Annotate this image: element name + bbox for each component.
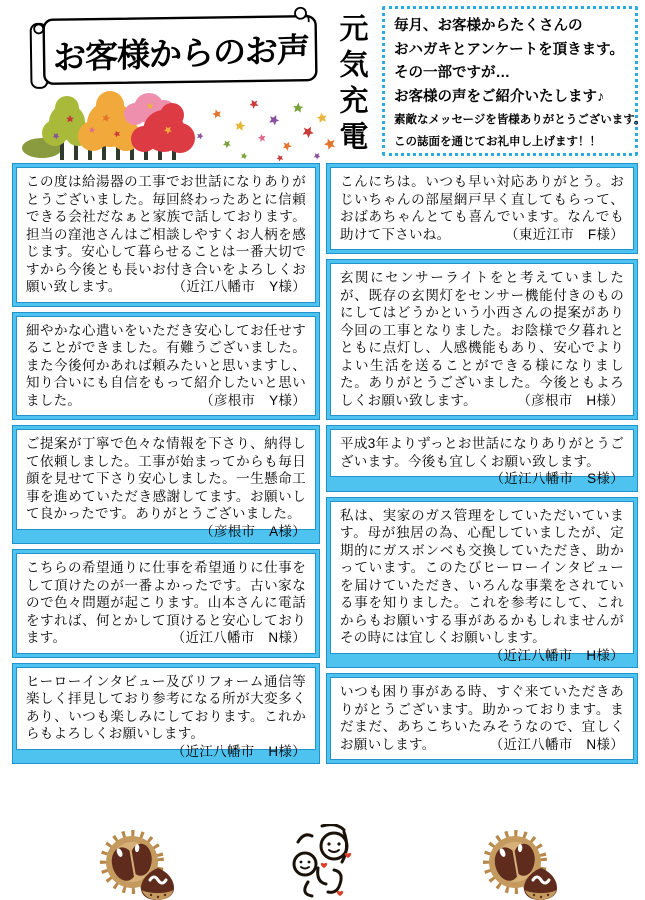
testimonial-attribution: （近江八幡市 N様） — [489, 736, 624, 752]
testimonial-text: 玄関にセンサーライトをと考えていましたが、既存の玄関灯をセンサー機能付きのものにしてはどうかという小西さんの提案があり今回の工事となりました。お陰様で夕暮れとともに点灯し、人感機能もあり、安心でよりよい生活を送ることができる様になりました。ありがとうございました。今後ともよろしくお願い致します。 — [340, 270, 624, 408]
testimonial-card — [12, 549, 320, 658]
intro-line: 素敵なメッセージを皆様ありがとうございます。 — [394, 114, 645, 126]
testimonial-card — [12, 663, 320, 765]
testimonial-attribution: （近江八幡市 Y様） — [172, 279, 306, 294]
testimonial-text: 私は、実家のガス管理をしていただいています。母が独居の為、心配していましたが、定期的にガスボンベも交換していただき、助かっています。このたびヒーローインタビューを届けていただき、いろんな事業をされている事を知りました。これを参考にして、これからもお願いする事があるかもしれませんがその時には宜しくお願いします。 — [340, 507, 624, 645]
testimonial-attribution: （近江八幡市 H様） — [489, 647, 624, 663]
testimonial-text: こちらの希望通りに仕事を希望通りに仕事をして頂けたのが一番よかったです。古い家なので色々問題が起こります。山本さんに電話をすれば、何とかして頂けると安心しております。 — [26, 560, 306, 645]
testimonial-card — [12, 163, 320, 307]
testimonial-text: こんにちは。いつも早い対応ありがとう。おじいちゃんの部屋網戸早く直してもらって、おばあちゃんとても喜んでいます。なんでも助けて下さいね。 — [340, 174, 624, 242]
intro-line: 毎月、お客様からたくさんの — [394, 18, 583, 34]
title-banner — [27, 6, 324, 94]
testimonial-text: いつも困り事がある時、すぐ来ていただきありがとうございます。助かっております。まだまだ、あちこちいたみそうなので、宜しくお願いします。 — [340, 684, 624, 752]
page-title: お客様からのお声 — [53, 30, 310, 76]
testimonial-attribution: （彦根市 Y様） — [200, 392, 306, 408]
testimonial-card — [326, 163, 638, 254]
testimonial-attribution: （東近江市 F様） — [505, 226, 624, 242]
chestnut-icon — [90, 830, 190, 900]
testimonial-attribution: （近江八幡市 N様） — [171, 630, 306, 645]
intro-line: その一部ですが… — [394, 65, 510, 81]
testimonial-text: ご提案が丁寧で色々な情報を下さり、納得して依頼しました。工事が始まってからも毎日顔を見せて下さり安心しました。一生懸命工事を進めていただき感謝してます。お願いして良かったです。ありがとうございました。 — [26, 436, 306, 521]
testimonial-attribution: （近江八幡市 S様） — [490, 471, 624, 486]
testimonial-attribution: （近江八幡市 H様） — [171, 743, 306, 759]
testimonial-text: この度は給湯器の工事でお世話になりありがとうございました。毎回終わったあとに信頼できる会社だなぁと家族で話しております。担当の窪池さんはご相談しやすくお人柄を感じます。安心して暮らせることは一番大切ですから今後とも長いお付き合いをよろしくお願い致します。 — [26, 174, 306, 294]
falling-leaves-icon — [196, 98, 338, 162]
testimonial-attribution: （彦根市 H様） — [517, 392, 624, 408]
testimonial-text: 細やかな心遣いをいただき安心してお任せすることができました。有難うございました。また今後何かあれば頼みたいと思いますし、知り合いにも自信をもって紹介したいと思いました。 — [26, 322, 306, 408]
chestnut-icon — [473, 830, 573, 900]
genki-juden-vertical-logo: 元気充電 — [335, 13, 370, 157]
intro-note — [382, 6, 645, 156]
testimonial-card — [12, 425, 320, 544]
testimonial-text: ヒーローインタビュー及びリフォーム通信等楽しく拝見しており参考になる所が大変多くあり、いつも楽しみにしております。これからもよろしくお願いします。 — [26, 673, 306, 741]
intro-line: お客様の声をご紹介いたします♪ — [394, 88, 605, 105]
intro-line: この誌面を通じてお礼申し上げます！！ — [394, 136, 601, 148]
testimonial-column-right — [326, 163, 638, 764]
testimonial-column-left — [12, 163, 320, 764]
testimonial-card — [326, 425, 638, 492]
testimonial-attribution: （彦根市 A様） — [200, 523, 306, 539]
testimonial-card — [12, 312, 320, 421]
testimonial-text: 平成3年よりずっとお世話になりありがとうございます。今後も宜しくお願い致します。 — [340, 436, 624, 469]
testimonial-card — [326, 497, 638, 669]
autumn-trees-icon — [22, 86, 342, 162]
testimonial-card — [326, 673, 638, 764]
arigatou-calligraphy-icon — [278, 824, 368, 900]
testimonial-card — [326, 259, 638, 420]
intro-line: おハガキとアンケートを頂きます。 — [394, 41, 624, 58]
